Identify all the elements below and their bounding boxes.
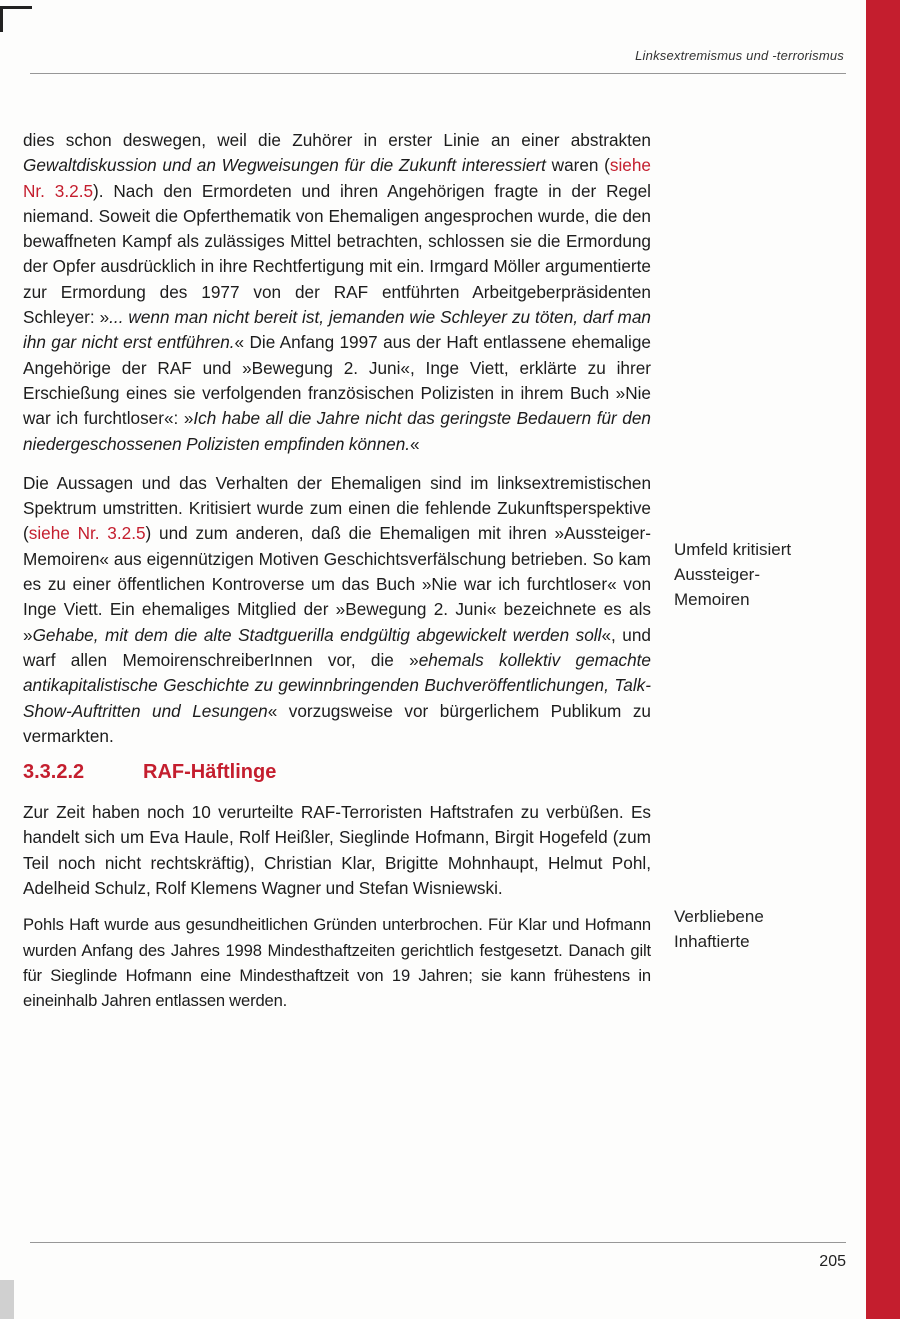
margin-note-umfeld: Umfeld kritisiert Aussteiger- Memoiren: [674, 540, 792, 609]
red-page-edge: [866, 0, 900, 1319]
section-title: RAF-Häftlinge: [143, 761, 277, 784]
header-rule: [30, 73, 846, 74]
crop-mark-vertical: [0, 6, 3, 32]
running-head: Linksextremismus und -terrorismus: [635, 48, 844, 63]
crop-mark-horizontal: [0, 6, 32, 9]
main-text-column: [23, 128, 651, 1025]
margin-note-inhaftierte: Verbliebene Inhaftierte: [674, 907, 764, 951]
paragraph-umfeld: Die Aussagen und das Verhalten der Ehemaligen sind im linksextremistischen Spektrum umstritten. Kritisiert wurde zum einen die fehlende Zukunftsperspektive (siehe Nr. 3.2.5) und zum anderen, daß die Ehemaligen mit ihren »Aussteiger-Memoiren« aus eigennützigen Motiven Geschichtsverfälschung betrieben. So kam es zu einer öffentlichen Kontroverse um das Buch »Nie war ich furchtloser« von Inge Viett. Ein ehemaliges Mitglied der »Bewegung 2. Juni« bezeichnete es als »Gehabe, mit dem die alte Stadtguerilla endgültig abgewickelt werden soll«, und warf allen MemoirenschreiberInnen vor, die »ehemals kollektiv gemachte antikapitalistische Geschichte zu gewinnbringenden Buchveröffentlichungen, Talk-Show-Auftritten und Lesungen« vorzugsweise vor bürgerlichem Publikum zu vermarkten.: [23, 472, 651, 746]
paragraph-mindesthaft: Pohls Haft wurde aus gesundheitlichen Gründen unterbrochen. Für Klar und Hofmann wurden Anfang des Jahres 1998 Mindesthaftzeiten gerichtlich festgesetzt. Danach gilt für Sieglinde Hofmann eine Mindesthaftzeit von 19 Jahren; sie kann frühestens in eineinhalb Jahren entlassen werden.: [23, 915, 651, 1011]
cross-reference-link[interactable]: siehe Nr. 3.2.5: [23, 155, 651, 201]
section-number: 3.3.2.2: [23, 761, 85, 784]
paragraph-opfer: dies schon deswegen, weil die Zuhörer in erster Linie an einer abstrakten Gewaltdiskussion und an Wegweisungen für die Zukunft interessiert waren (siehe Nr. 3.2.5). Nach den Ermordeten und ihren Angehörigen fragte in der Regel niemand. Soweit die Opferthematik von Ehemaligen angesprochen wurde, die den bewaffneten Kampf als zulässiges Mittel betrachten, schlossen sie die Ermordung der Opfer ausdrücklich in ihre Rechtfertigung mit ein. Irmgard Möller argumentierte zur Ermordung des 1977 von der RAF entführten Arbeitgeberpräsidenten Schleyer: »... wenn man nicht bereit ist, jemanden wie Schleyer zu töten, darf man ihn gar nicht erst entführen.« Die Anfang 1997 aus der Haft entlassene ehemalige Angehörige der RAF und »Bewegung 2. Juni«, Inge Viett, erklärte zu ihrer Erschießung eines sie verfolgenden französischen Polizisten in ihrem Buch »Nie war ich furchtloser«: »Ich habe all die Jahre nicht das geringste Bedauern für den niedergeschossenen Polizisten empfinden können.«: [23, 130, 651, 454]
cross-reference-link[interactable]: siehe Nr. 3.2.5: [28, 523, 146, 544]
paragraph-haeftlinge: Zur Zeit haben noch 10 verurteilte RAF-Terroristen Haftstrafen zu verbüßen. Es handelt sich um Eva Haule, Rolf Heißler, Sieglinde Hofmann, Birgit Hogefeld (zum Teil noch nicht rechtskräftig), Christian Klar, Brigitte Mohnhaupt, Helmut Pohl, Adelheid Schulz, Rolf Klemens Wagner und Stefan Wisniewski.: [23, 802, 651, 899]
section-heading: [23, 761, 651, 784]
page-number: 205: [819, 1253, 846, 1270]
page-edge-shadow: [0, 1280, 14, 1319]
footer-rule: [30, 1242, 846, 1243]
